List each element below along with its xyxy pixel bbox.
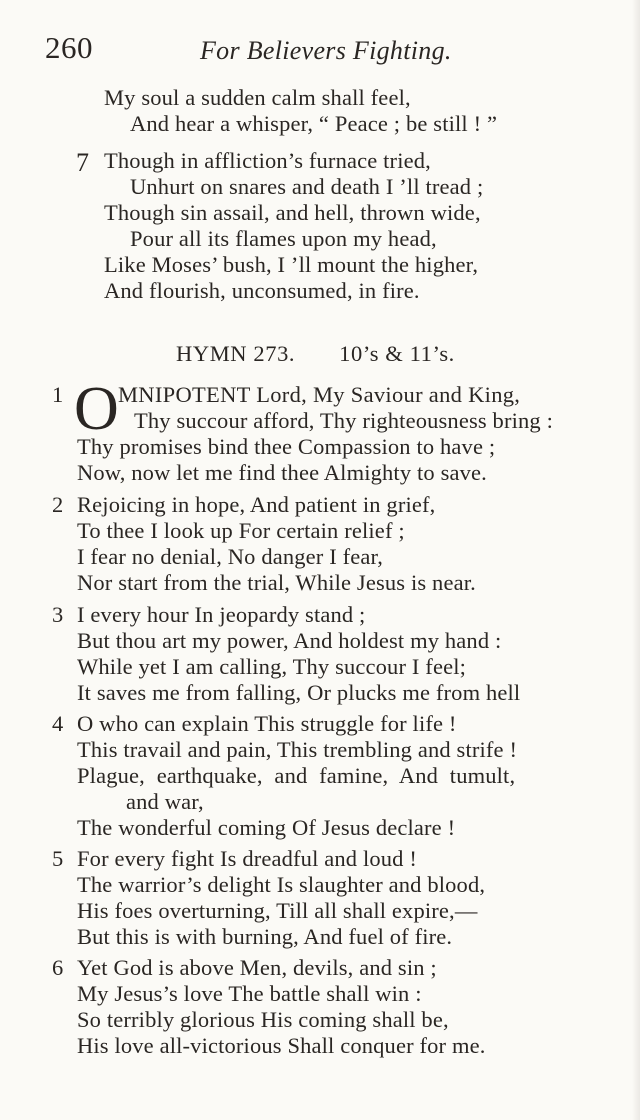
- verse-line: Now, now let me find thee Almighty to save.: [77, 460, 487, 485]
- stanza-number: 2: [52, 492, 64, 517]
- hymn-meter: 10’s & 11’s.: [339, 341, 455, 366]
- verse-line: Unhurt on snares and death I ’ll tread ;: [130, 174, 484, 199]
- verse-line: This travail and pain, This trembling and strife !: [77, 737, 518, 762]
- verse-line: O who can explain This struggle for life !: [77, 711, 457, 736]
- verse-line: Thy promises bind thee Compassion to have ;: [77, 434, 496, 459]
- running-title: For Believers Fighting.: [200, 36, 452, 65]
- page-number: 260: [45, 30, 93, 65]
- verse-line: The wonderful coming Of Jesus declare !: [77, 815, 456, 840]
- verse-line: Thy succour afford, Thy righteousness bring :: [134, 408, 553, 433]
- verse-line: Though sin assail, and hell, thrown wide,: [104, 200, 481, 225]
- verse-line: So terribly glorious His coming shall be,: [77, 1007, 449, 1032]
- verse-line: Yet God is above Men, devils, and sin ;: [77, 955, 437, 980]
- verse-line: Though in affliction’s furnace tried,: [104, 148, 431, 173]
- verse-line: But this is with burning, And fuel of fire.: [77, 924, 453, 949]
- verse-line: For every fight Is dreadful and loud !: [77, 846, 417, 871]
- page-edge-shadow: [632, 0, 640, 1120]
- stanza-number: 1: [52, 382, 64, 407]
- verse-line: His foes overturning, Till all shall expire,—: [77, 898, 478, 923]
- verse-line: And flourish, unconsumed, in fire.: [104, 278, 420, 303]
- verse-line: While yet I am calling, Thy succour I feel;: [77, 654, 467, 679]
- verse-line: I every hour In jeopardy stand ;: [77, 602, 366, 627]
- verse-line: My Jesus’s love The battle shall win :: [77, 981, 422, 1006]
- verse-line: But thou art my power, And holdest my hand :: [77, 628, 502, 653]
- verse-line: My soul a sudden calm shall feel,: [104, 85, 411, 110]
- verse-line: Rejoicing in hope, And patient in grief,: [77, 492, 436, 517]
- verse-line: It saves me from falling, Or plucks me from hell: [77, 680, 521, 705]
- verse-line: MNIPOTENT Lord, My Saviour and King,: [118, 382, 521, 407]
- verse-line: Plague, earthquake, and famine, And tumult,: [77, 763, 516, 788]
- hymn-title: HYMN 273.: [176, 341, 296, 366]
- stanza-number: 4: [52, 711, 64, 736]
- verse-line: To thee I look up For certain relief ;: [77, 518, 405, 543]
- hymn-heading: [176, 341, 455, 367]
- drop-cap: O: [74, 375, 119, 443]
- stanza-number: 6: [52, 955, 64, 980]
- verse-line: and war,: [126, 789, 204, 814]
- verse-line: Pour all its flames upon my head,: [130, 226, 437, 251]
- verse-line: Nor start from the trial, While Jesus is near.: [77, 570, 476, 595]
- verse-line: The warrior’s delight Is slaughter and blood,: [77, 872, 486, 897]
- stanza-number: 5: [52, 846, 64, 871]
- verse-line: I fear no denial, No danger I fear,: [77, 544, 384, 569]
- stanza-number: 7: [76, 148, 89, 177]
- verse-line: His love all-victorious Shall conquer for me.: [77, 1033, 486, 1058]
- stanza-number: 3: [52, 602, 64, 627]
- verse-line: Like Moses’ bush, I ’ll mount the higher,: [104, 252, 479, 277]
- verse-line: And hear a whisper, “ Peace ; be still ! ”: [130, 111, 498, 136]
